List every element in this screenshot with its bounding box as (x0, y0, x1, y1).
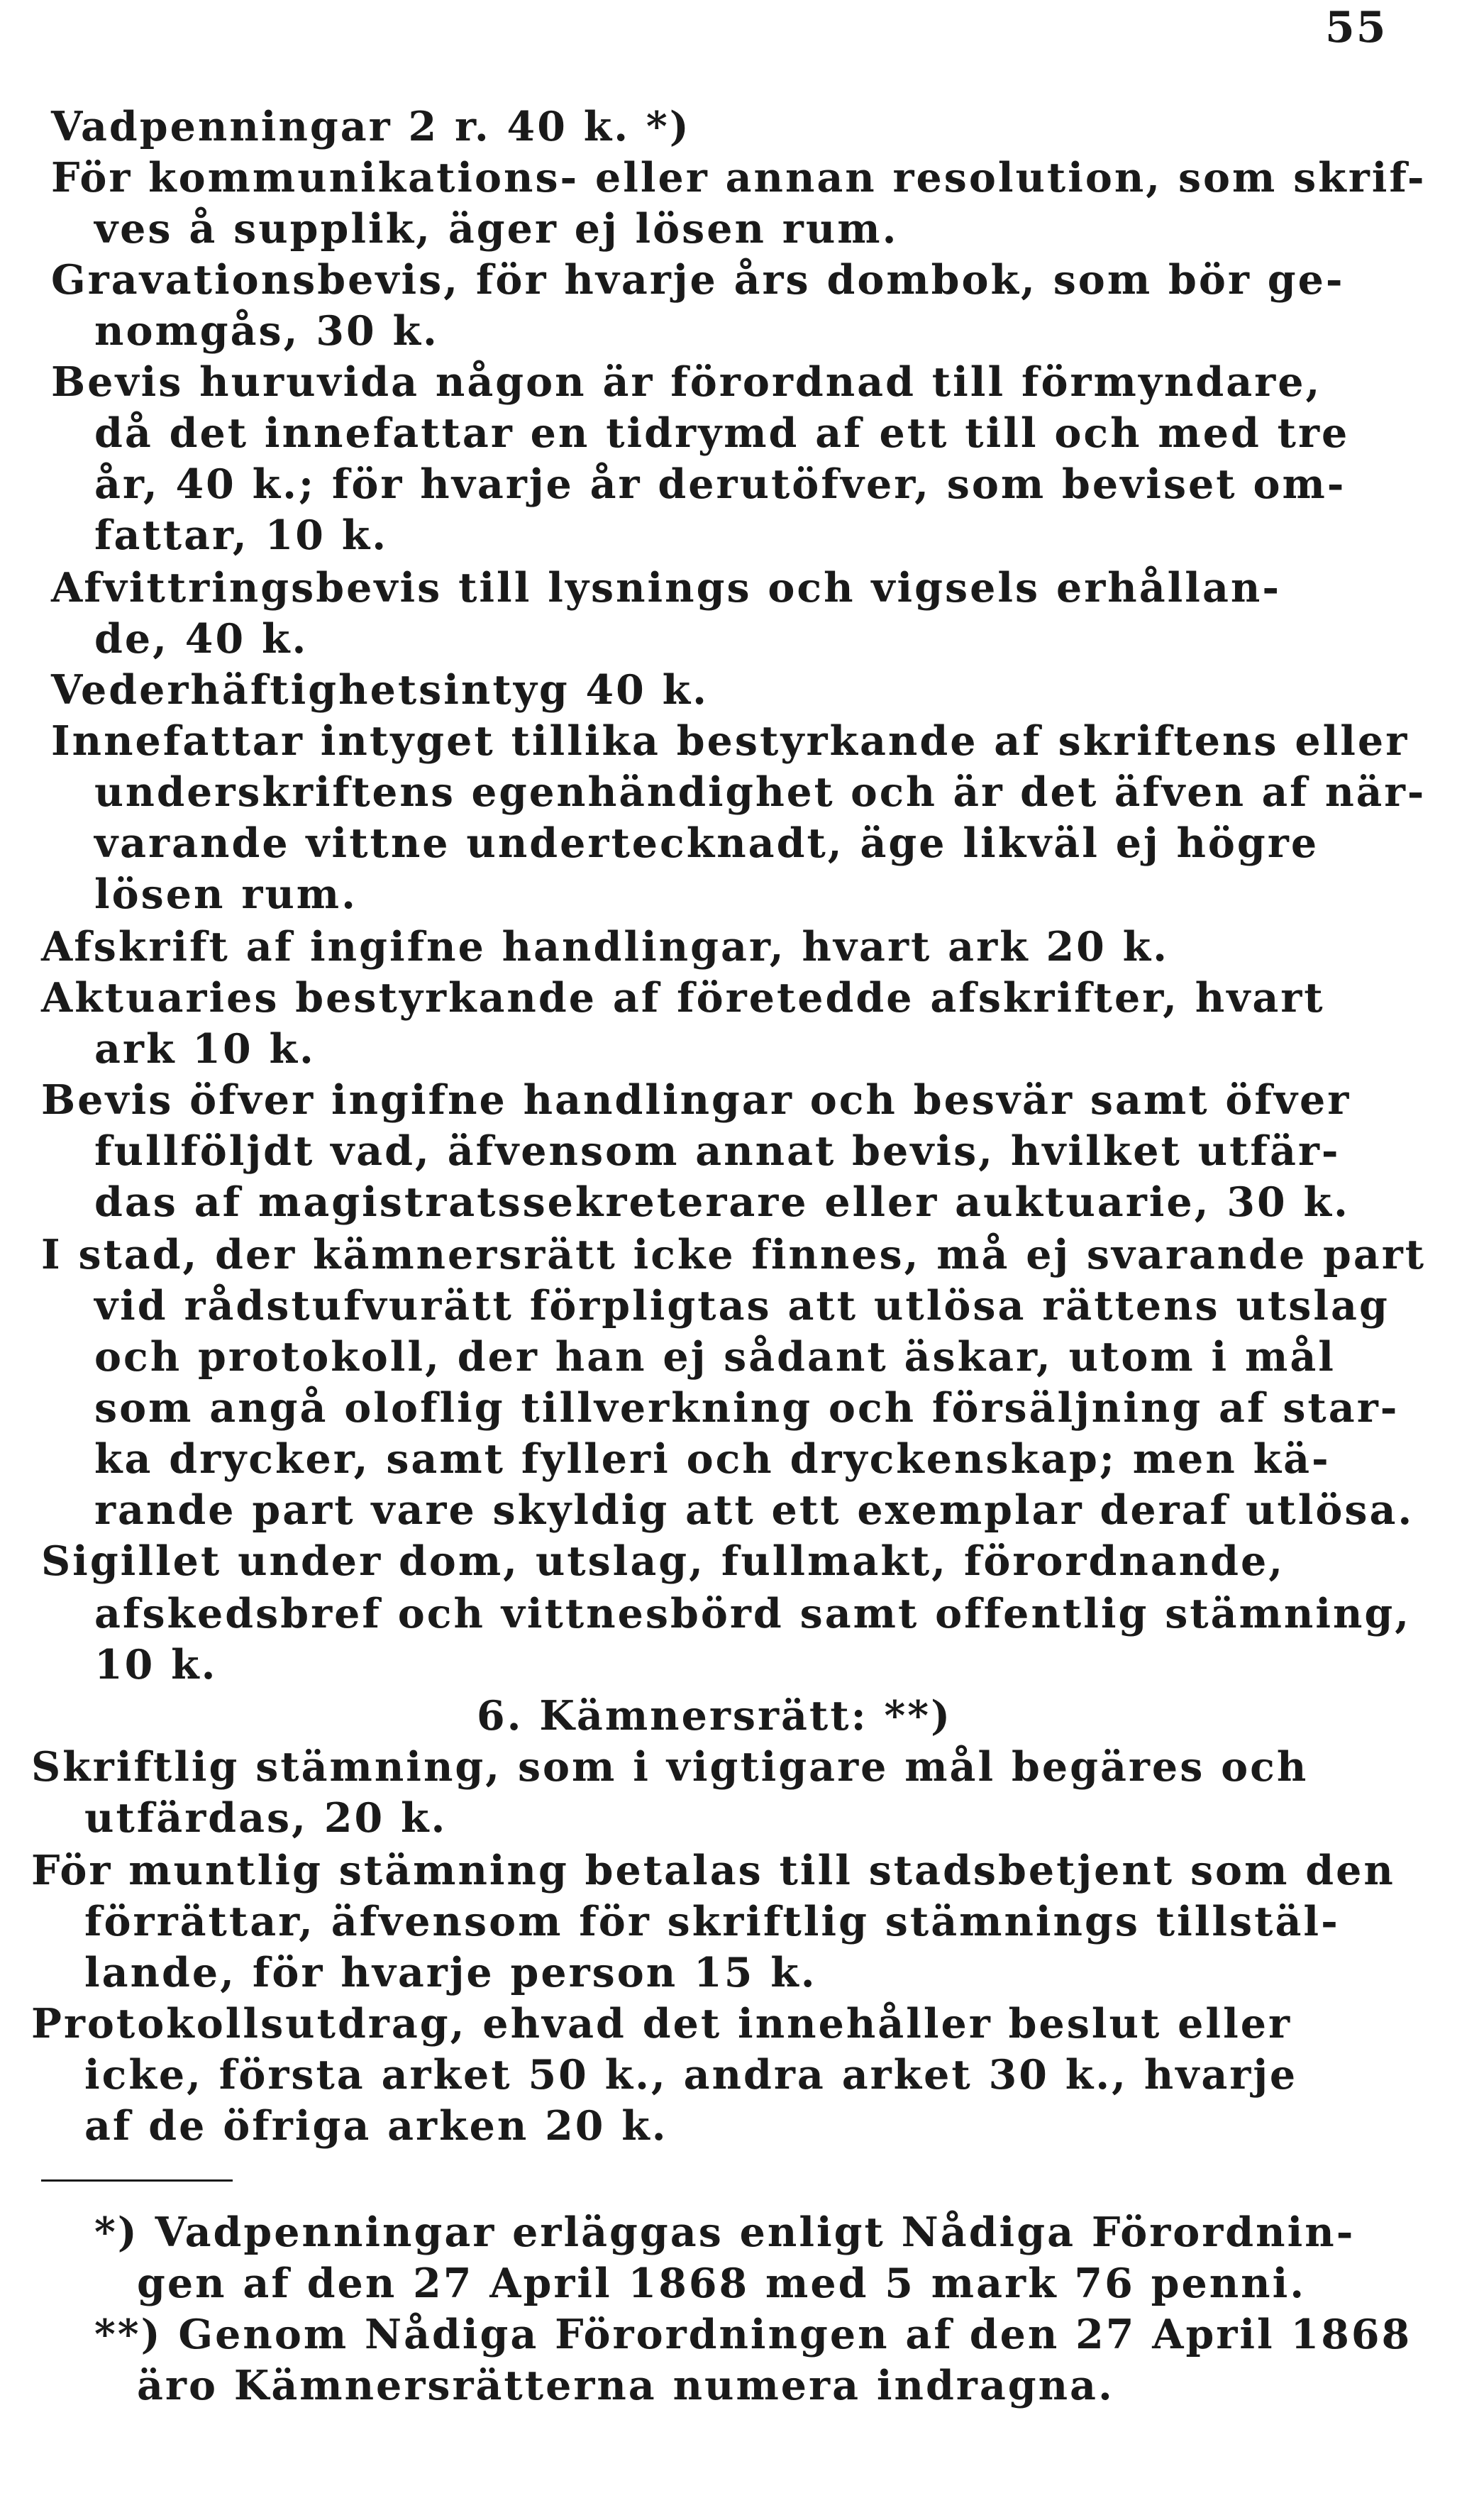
text-line: lande, för hvarje person 15 k. (84, 1949, 817, 1996)
footnote-line: äro Kämnersrätterna numera indragna. (137, 2362, 1114, 2409)
footnote-divider (41, 2179, 233, 2182)
text-line: Protokollsutdrag, ehvad det innehåller beslut eller (31, 2000, 1292, 2048)
text-line: vid rådstufvurätt förpligtas att utlösa rättens utslag (94, 1282, 1390, 1330)
text-line: lösen rum. (94, 871, 358, 918)
text-line: underskriftens egenhändighet och är det äfven af när- (94, 768, 1427, 816)
text-line: afskedsbref och vittnesbörd samt offentlig stämning, (94, 1590, 1412, 1637)
footnote-line: *) Vadpenningar erläggas enligt Nådiga Förordnin- (94, 2209, 1356, 2256)
text-line: då det innefattar en tidrymd af ett till och med tre (94, 409, 1350, 457)
text-line: år, 40 k.; för hvarje år derutöfver, som beviset om- (94, 460, 1346, 508)
text-line: I stad, der kämnersrätt icke finnes, må ej svarande part (41, 1231, 1427, 1278)
text-line: Skriftlig stämning, som i vigtigare mål begäres och (31, 1743, 1309, 1791)
text-line: icke, första arket 50 k., andra arket 30 k., hvarje (84, 2051, 1298, 2099)
text-line: ark 10 k. (94, 1025, 316, 1073)
text-line: Bevis öfver ingifne handlingar och besvär samt öfver (41, 1076, 1351, 1124)
text-line: 10 k. (94, 1641, 218, 1689)
text-line: Afskrift af ingifne handlingar, hvart ark 20 k. (41, 923, 1169, 971)
text-line: utfärdas, 20 k. (84, 1794, 448, 1842)
text-line: För kommunikations- eller annan resolution, som skrif- (51, 154, 1427, 201)
text-line: varande vittne undertecknadt, äge likväl ej högre (94, 819, 1319, 867)
text-line: Vadpenningar 2 r. 40 k. *) (51, 103, 691, 150)
text-line: och protokoll, der han ej sådant äskar, utom i mål (94, 1333, 1336, 1381)
text-line: af de öfriga arken 20 k. (84, 2102, 668, 2150)
text-line: Sigillet under dom, utslag, fullmakt, förordnande, (41, 1537, 1285, 1585)
text-line: ves å supplik, äger ej lösen rum. (94, 205, 899, 253)
footnote-line: **) Genom Nådiga Förordningen af den 27 April 1868 (94, 2311, 1412, 2358)
text-line: Innefattar intyget tillika bestyrkande af skriftens eller (51, 717, 1410, 765)
text-line: das af magistratssekreterare eller auktuarie, 30 k. (94, 1178, 1350, 1226)
text-line: de, 40 k. (94, 615, 309, 663)
section-heading: 6. Kämnersrätt: **) (477, 1692, 953, 1740)
text-line: Afvittringsbevis till lysnings och vigsels erhållan- (51, 564, 1281, 612)
text-line: Bevis huruvida någon är förordnad till förmyndare, (51, 358, 1322, 406)
text-line: fattar, 10 k. (94, 512, 389, 559)
text-line: som angå oloflig tillverkning och försäljning af star- (94, 1384, 1400, 1432)
footnote-line: gen af den 27 April 1868 med 5 mark 76 penni. (137, 2260, 1307, 2307)
text-line: Gravationsbevis, för hvarje års dombok, som bör ge- (51, 256, 1345, 304)
text-line: förrättar, äfvensom för skriftlig stämnings tillstäl- (84, 1898, 1340, 1945)
text-line: För muntlig stämning betalas till stadsbetjent som den (31, 1847, 1395, 1894)
text-line: Vederhäftighetsintyg 40 k. (51, 666, 709, 714)
text-line: ka drycker, samt fylleri och dryckenskap; men kä- (94, 1435, 1331, 1483)
text-line: fullföljdt vad, äfvensom annat bevis, hvilket utfär- (94, 1127, 1341, 1175)
text-line: Aktuaries bestyrkande af företedde afskrifter, hvart (41, 974, 1325, 1022)
text-line: rande part vare skyldig att ett exemplar deraf utlösa. (94, 1486, 1414, 1534)
text-line: nomgås, 30 k. (94, 307, 439, 355)
page-number: 55 (1325, 3, 1388, 52)
